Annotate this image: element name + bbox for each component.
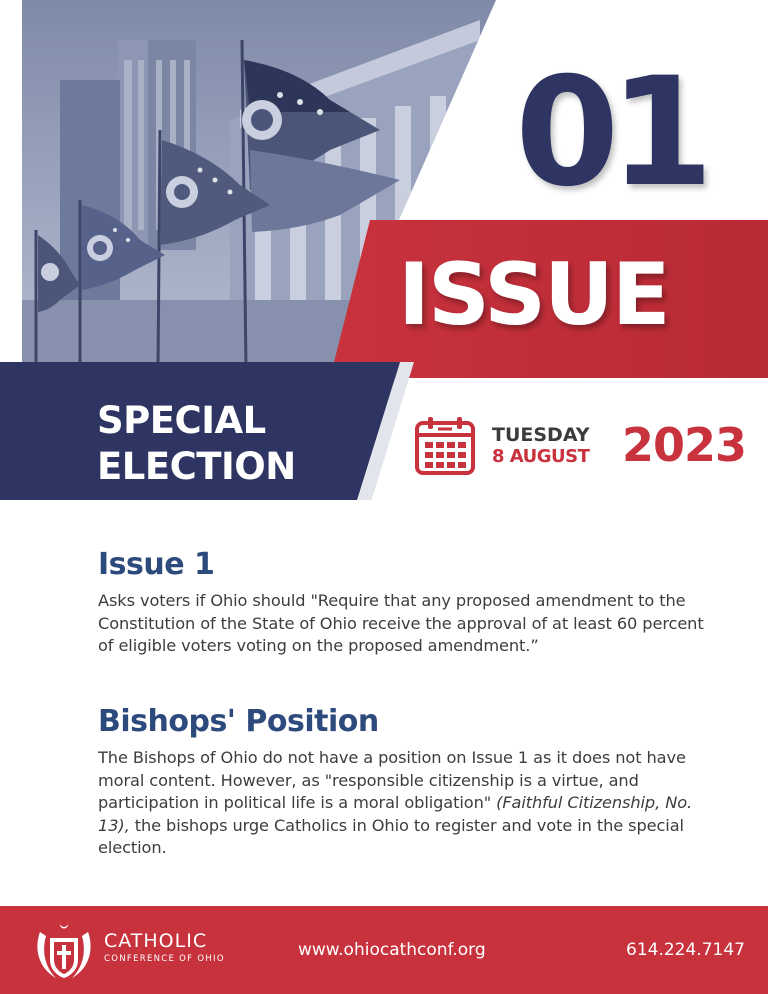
phone-number[interactable]: 614.224.7147 xyxy=(626,940,745,960)
footer xyxy=(0,906,768,994)
position-body-part1: The Bishops of Ohio do not have a position on Issue 1 as it does not have moral content. However, as "responsible citizenship is a virtue, and participation in political life is a moral obligation" xyxy=(98,748,686,812)
issue-number: 01 xyxy=(515,46,704,220)
issue-word: ISSUE xyxy=(398,245,669,345)
date-year: 2023 xyxy=(622,418,747,472)
position-body-part2: the bishops urge Catholics in Ohio to register and vote in the special election. xyxy=(98,815,684,857)
website-link[interactable]: www.ohiocathconf.org xyxy=(298,940,486,960)
logo-title: CATHOLIC xyxy=(104,930,208,952)
issue1-body: Asks voters if Ohio should "Require that any proposed amendment to the Constitution of the State of Ohio receive the approval of at least 60 percent of eligible voters voting on the proposed amendment.” xyxy=(98,591,704,655)
position-citation: (Faithful Citizenship, No. 13), xyxy=(98,793,693,835)
special-election-line2: ELECTION xyxy=(97,445,296,488)
position-heading: Bishops' Position xyxy=(98,704,379,739)
special-election-title xyxy=(97,398,296,490)
date-day: TUESDAY xyxy=(492,424,590,446)
issue1-heading: Issue 1 xyxy=(98,547,215,582)
special-election-line1: SPECIAL xyxy=(97,399,266,442)
position-body xyxy=(98,747,708,860)
catholic-conference-logo-icon xyxy=(30,920,98,982)
date-month: 8 AUGUST xyxy=(492,446,590,467)
calendar-icon xyxy=(414,415,476,477)
logo-subtitle: CONFERENCE OF OHIO xyxy=(104,954,225,964)
